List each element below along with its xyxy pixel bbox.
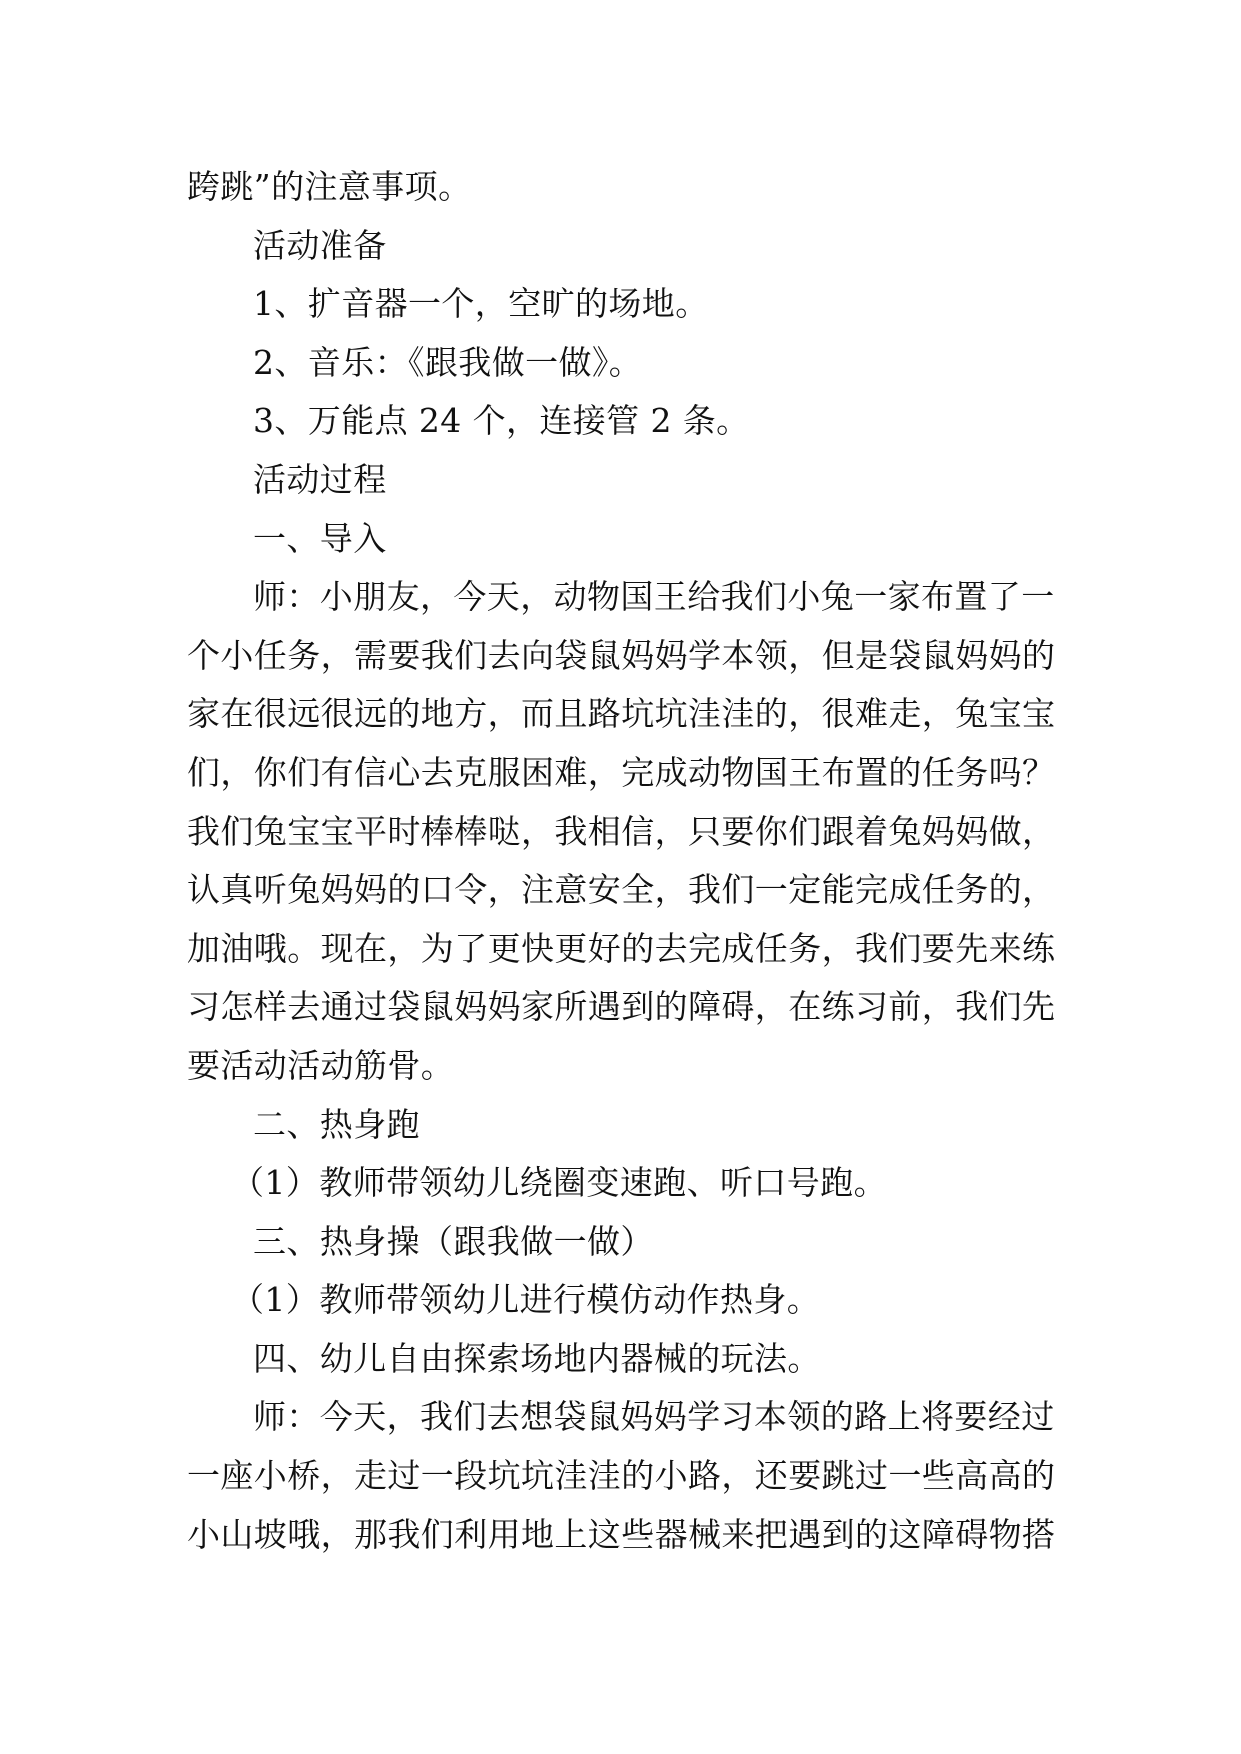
text-line: （1）教师带领幼儿进行模仿动作热身。	[231, 1280, 821, 1320]
text-line: 1、扩音器一个，空旷的场地。	[253, 284, 709, 324]
text-line: 师：今天，我们去想袋鼠妈妈学习本领的路上将要经过	[253, 1397, 1055, 1437]
text-line: 们，你们有信心去克服困难，完成动物国王布置的任务吗？	[187, 752, 1056, 792]
text-line: （1）教师带领幼儿绕圈变速跑、听口号跑。	[231, 1163, 887, 1203]
text-line: 要活动活动筋骨。	[187, 1045, 455, 1085]
text-line: 一座小桥，走过一段坑坑洼洼的小路，还要跳过一些高高的	[187, 1456, 1056, 1496]
text-line: 习怎样去通过袋鼠妈妈家所遇到的障碍，在练习前，我们先	[187, 987, 1056, 1027]
section-heading: 一、导入	[253, 518, 387, 558]
text-line: 加油哦。现在，为了更快更好的去完成任务，我们要先来练	[187, 928, 1056, 968]
text-line: 小山坡哦，那我们利用地上这些器械来把遇到的这障碍物搭	[187, 1514, 1056, 1554]
text-line: 跨跳”的注意事项。	[187, 167, 472, 206]
section-heading: 活动准备	[253, 225, 387, 265]
section-heading: 二、热身跑	[253, 1104, 420, 1144]
text-line: 2、音乐：《跟我做一做》。	[253, 342, 643, 382]
document-body	[187, 158, 1057, 1564]
text-line: 师：小朋友，今天，动物国王给我们小兔一家布置了一	[253, 577, 1055, 617]
text-line: 个小任务，需要我们去向袋鼠妈妈学本领，但是袋鼠妈妈的	[187, 635, 1056, 675]
text-line: 3、万能点 24 个，连接管 2 条。	[253, 401, 750, 441]
section-heading: 活动过程	[253, 459, 387, 499]
text-line: 认真听兔妈妈的口令，注意安全，我们一定能完成任务的，	[187, 870, 1056, 910]
section-heading: 三、热身操（跟我做一做）	[253, 1221, 654, 1261]
text-line: 家在很远很远的地方，而且路坑坑洼洼的，很难走，兔宝宝	[187, 694, 1056, 734]
section-heading: 四、幼儿自由探索场地内器械的玩法。	[253, 1338, 821, 1378]
text-line: 我们兔宝宝平时棒棒哒，我相信，只要你们跟着兔妈妈做，	[187, 811, 1056, 851]
